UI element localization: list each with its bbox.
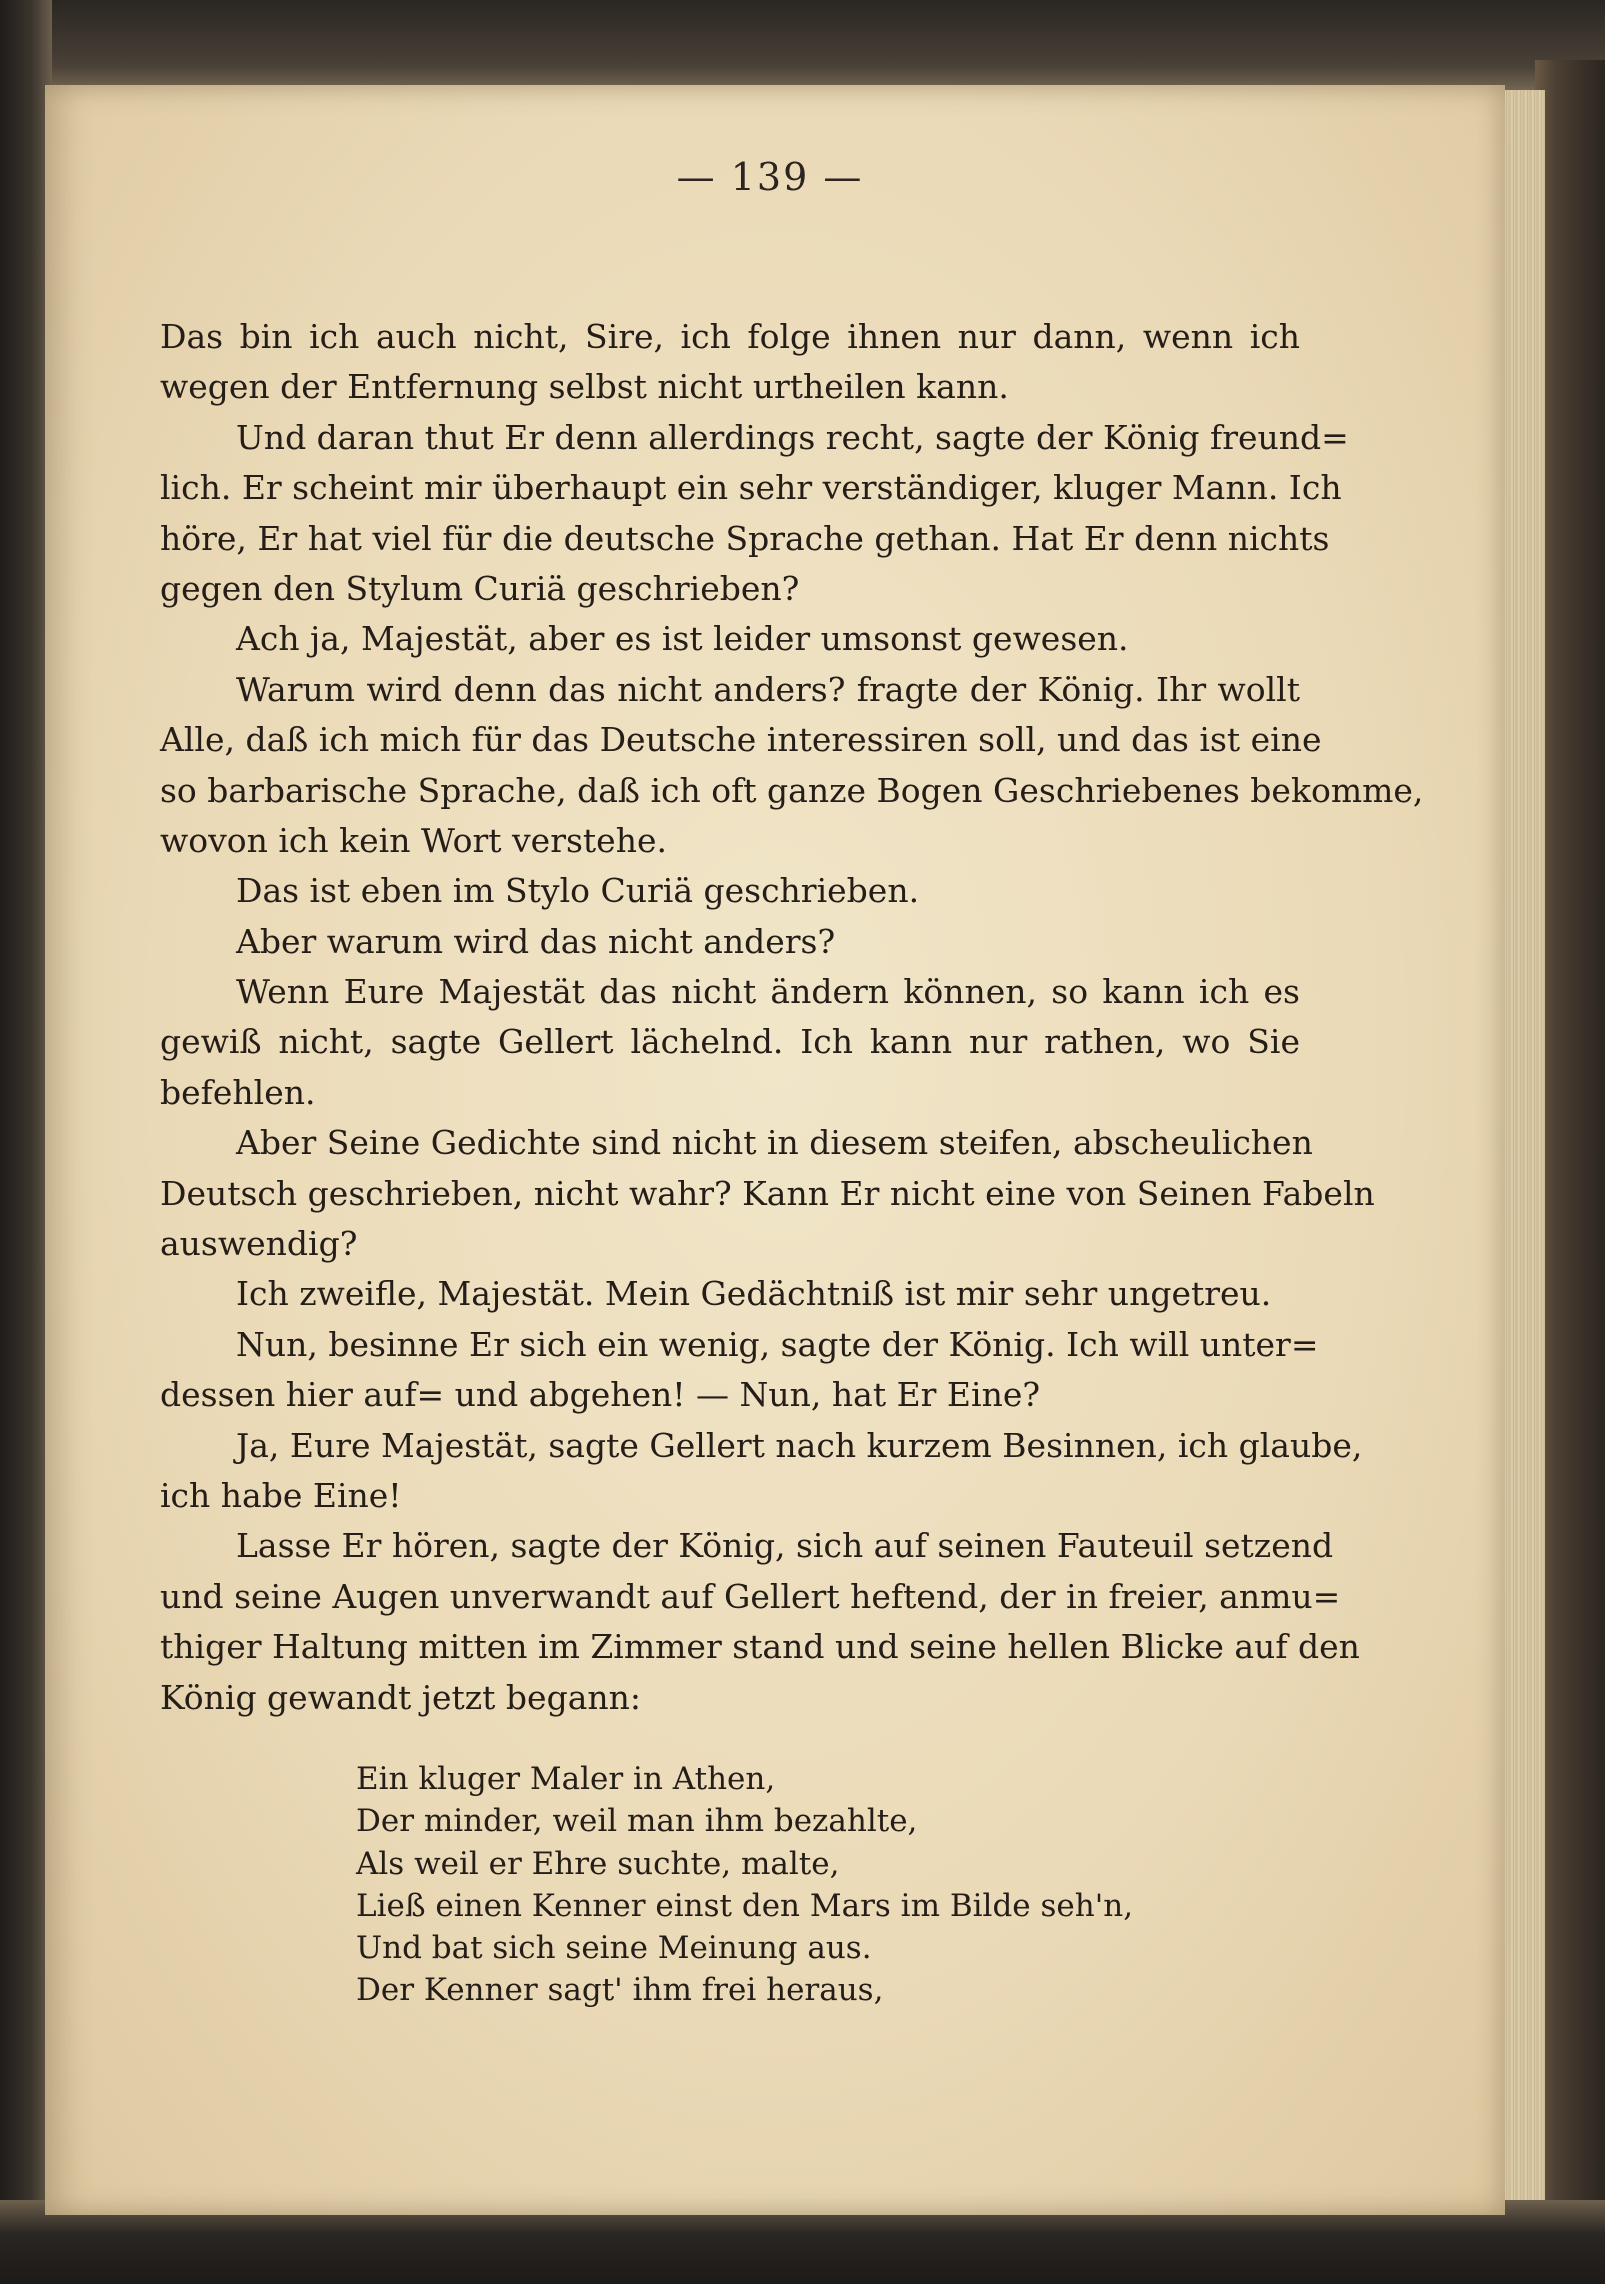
text-line: Das bin ich auch nicht, Sire, ich folge ihnen nur dann, wenn ich [160, 317, 1300, 356]
text-line: gewiß nicht, sagte Gellert lächelnd. Ich kann nur rathen, wo Sie [160, 1022, 1300, 1062]
page-edges [1500, 90, 1545, 2200]
page-number: — 139 — [676, 155, 864, 199]
text-line: Deutsch geschrieben, nicht wahr? Kann Er nicht eine von Seinen Fabeln [160, 1173, 1375, 1213]
text-line: höre, Er hat viel für die deutsche Sprache gethan. Hat Er denn nichts [160, 518, 1330, 558]
text-line: thiger Haltung mitten im Zimmer stand und seine hellen Blicke auf den [160, 1627, 1360, 1667]
text-line: Ich zweifle, Majestät. Mein Gedächtniß ist mir sehr ungetreu. [236, 1274, 1272, 1314]
verse-line: Der minder, weil man ihm bezahlte, [356, 1803, 918, 1840]
section-gap [160, 1723, 1300, 1758]
text-line: Nun, besinne Er sich ein wenig, sagte der König. Ich will unter= [236, 1324, 1319, 1364]
text-line: König gewandt jetzt begann: [160, 1677, 641, 1717]
text-line: auswendig? [160, 1224, 358, 1264]
text-line: Alle, daß ich mich für das Deutsche interessiren soll, und das ist eine [160, 720, 1322, 760]
text-line: Wenn Eure Majestät das nicht ändern können, so kann ich es [236, 972, 1300, 1012]
verse-line: Als weil er Ehre suchte, malte, [356, 1845, 840, 1882]
text-line: wovon ich kein Wort verstehe. [160, 820, 667, 860]
text-line: wegen der Entfernung selbst nicht urtheilen kann. [160, 367, 1009, 407]
text-line: Lasse Er hören, sagte der König, sich auf seinen Fauteuil setzend [236, 1526, 1334, 1566]
text-line: Aber warum wird das nicht anders? [236, 921, 836, 961]
verse-line: Ein kluger Maler in Athen, [356, 1760, 776, 1797]
verse-line: Ließ einen Kenner einst den Mars im Bilde seh'n, [356, 1887, 1134, 1924]
text-line: Das ist eben im Stylo Curiä geschrieben. [236, 871, 920, 911]
text-line: und seine Augen unverwandt auf Gellert heftend, der in freier, anmu= [160, 1576, 1341, 1616]
body-text [160, 312, 1424, 2012]
text-line: gegen den Stylum Curiä geschrieben? [160, 568, 800, 608]
text-line: Ja, Eure Majestät, sagte Gellert nach kurzem Besinnen, ich glaube, [236, 1425, 1363, 1465]
text-line: lich. Er scheint mir überhaupt ein sehr verständiger, kluger Mann. Ich [160, 468, 1342, 508]
text-line: dessen hier auf= und abgehen! — Nun, hat Er Eine? [160, 1375, 1041, 1415]
text-line: Ach ja, Majestät, aber es ist leider umsonst gewesen. [236, 619, 1129, 659]
text-line: Und daran thut Er denn allerdings recht, sagte der König freund= [236, 417, 1349, 457]
book-cover-right [1535, 60, 1605, 2240]
text-line: Warum wird denn das nicht anders? fragte der König. Ihr wollt [236, 669, 1300, 709]
text-line: so barbarische Sprache, daß ich oft ganze Bogen Geschriebenes bekomme, [160, 770, 1424, 810]
book-cover-top [0, 0, 1605, 95]
verse-line: Der Kenner sagt' ihm frei heraus, [356, 1972, 884, 2009]
text-line: ich habe Eine! [160, 1475, 402, 1515]
prose-section [160, 312, 1424, 1723]
text-line: Aber Seine Gedichte sind nicht in diesem steifen, abscheulichen [236, 1123, 1313, 1163]
text-line: befehlen. [160, 1072, 316, 1112]
verse-line: Und bat sich seine Meinung aus. [356, 1930, 872, 1967]
verse-section [160, 1758, 1300, 2012]
